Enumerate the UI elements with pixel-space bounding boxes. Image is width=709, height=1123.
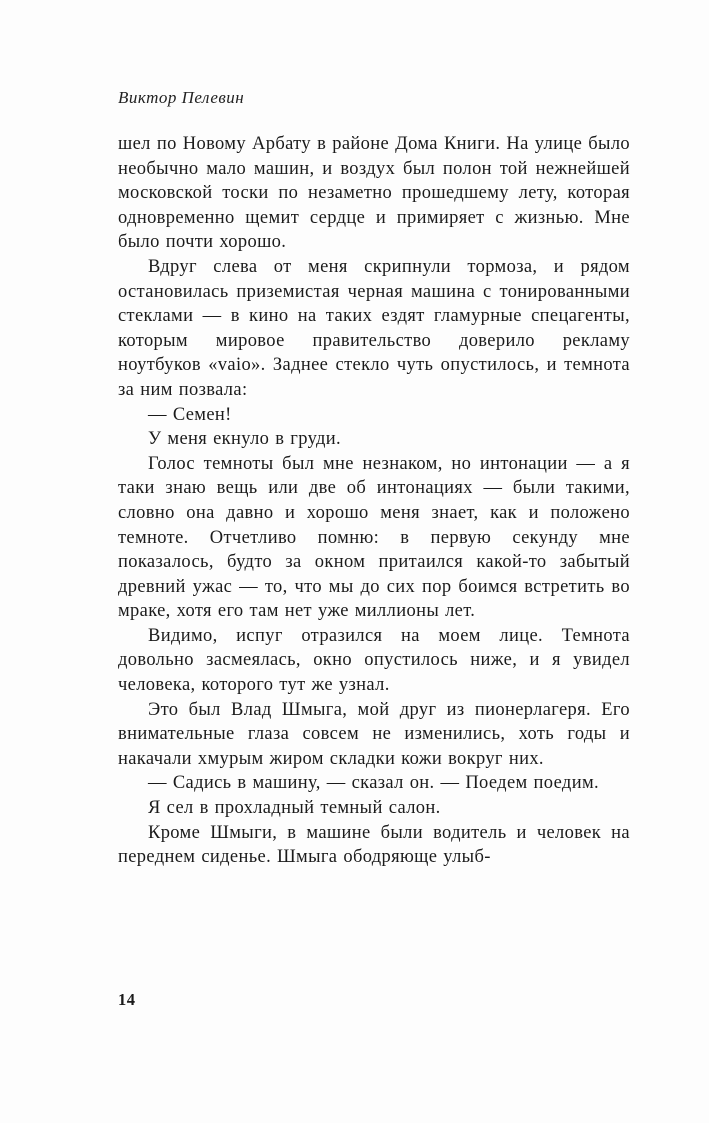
paragraph: Это был Влад Шмыга, мой друг из пионерлагеря. Его внимательные глаза совсем не изменились, хоть годы и накачали хмурым жиром складки кожи вокруг них. (118, 699, 630, 769)
page-number: 14 (118, 990, 136, 1009)
paragraph: Вдруг слева от меня скрипнули тормоза, и рядом остановилась приземистая черная машина с тонированными стеклами — в кино на таких ездят гламурные спецагенты, которым мировое правительство доверило рекламу ноутбуков «vaio». Заднее стекло чуть опустилось, и темнота за ним позвала: (118, 256, 630, 400)
running-header-author: Виктор Пелевин (118, 88, 245, 107)
paragraph-dialogue: — Садись в машину, — сказал он. — Поедем поедим. (148, 773, 599, 794)
paragraph: У меня екнуло в груди. (148, 429, 341, 450)
paragraph-dialogue: — Семен! (148, 404, 232, 425)
paragraph: шел по Новому Арбату в районе Дома Книги. На улице было необычно мало машин, и воздух был полон той нежнейшей московской тоски по незаметно прошедшему лету, которая одновременно щемит сердце и примиряет с жизнью. Мне было почти хорошо. (118, 134, 630, 253)
text-block (118, 132, 630, 870)
paragraph: Кроме Шмыги, в машине были водитель и человек на переднем сиденье. Шмыга ободряюще улыб- (118, 822, 630, 868)
paragraph: Голос темноты был мне незнаком, но интонации — а я таки знаю вещь или две об интонациях — были такими, словно она давно и хорошо меня знает, как и положено темноте. Отчетливо помню: в первую секунду мне показалось, будто за окном притаился какой-то забытый древний ужас — то, что мы до сих пор боимся встретить во мраке, хотя его там нет уже миллионы лет. (118, 453, 630, 622)
paragraph: Я сел в прохладный темный салон. (148, 798, 441, 819)
paragraph: Видимо, испуг отразился на моем лице. Темнота довольно засмеялась, окно опустилось ниже, и я увидел человека, которого тут же узнал. (118, 625, 630, 696)
